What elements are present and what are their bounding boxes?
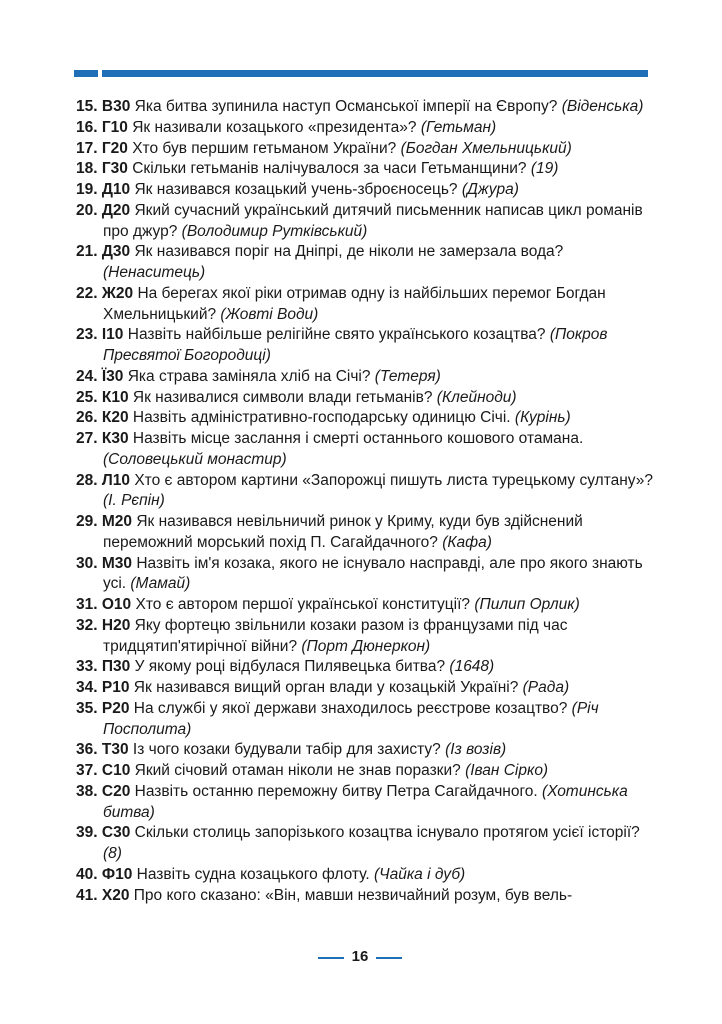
question-code: С10 [101,762,131,779]
header-accent-bar-short [74,70,98,77]
question-text: Як називався невільничий ринок у Криму, куди був здійснений переможний морський похід П. Сагайдачного? [103,513,583,551]
question-answer: (Курінь) [514,409,571,427]
question-number: 34. [76,679,98,696]
question-item [76,139,656,160]
question-number: 29. [76,513,98,530]
question-code: Р10 [101,679,130,696]
question-answer: (Річ Посполита) [103,699,599,738]
question-text: Хто є автором картини «Запорожці пишуть листа турецькому султану»? [134,471,653,489]
question-text: Як називався вищий орган влади у козацькій Україні? [133,679,519,696]
question-answer: (Соловецький монастир) [103,450,287,468]
question-item [76,180,656,201]
question-item [76,325,656,367]
question-answer: (Віденська) [561,98,644,115]
question-answer: (Богдан Хмельницький) [400,139,572,157]
question-answer: (Джура) [461,181,519,198]
question-item [76,699,656,741]
question-item [76,408,656,429]
question-number: 36. [76,741,98,759]
question-code: Г10 [101,118,128,136]
question-code: К20 [101,409,129,427]
question-answer: (1648) [449,658,495,676]
question-list [76,97,656,906]
question-item [76,678,656,699]
question-text: На берегах якої ріки отримав одну із найбільших перемог Богдан Хмельницький? [103,284,606,323]
question-code: Г20 [101,139,128,157]
question-text: Як називалися символи влади гетьманів? [132,388,433,406]
page-number: 16 [351,948,369,965]
question-code: І10 [101,326,124,344]
question-item [76,761,656,782]
question-text: Назвіть найбільше релігійне свято українського козацтва? [127,326,546,344]
question-code: Т30 [101,741,129,759]
question-code: Д10 [101,181,131,198]
question-number: 16. [76,118,98,136]
question-number: 32. [76,616,98,634]
question-code: Д20 [101,201,131,219]
footer-line-left [318,957,344,959]
question-item [76,201,656,243]
question-text: Хто був першим гетьманом України? [132,139,397,157]
question-code: Н20 [101,616,131,634]
question-item [76,388,656,409]
question-answer: (Рада) [522,679,570,696]
question-text: Як називали козацького «президента»? [132,118,417,136]
question-item [76,886,656,907]
question-item [76,782,656,824]
question-text: Яку фортецю звільнили козаки разом із французами під час тридцятип'ятирічної війни? [103,616,568,655]
question-code: М20 [101,513,133,530]
question-answer: (Кафа) [442,533,492,551]
question-code: С30 [101,824,131,842]
question-number: 20. [76,201,98,219]
question-number: 33. [76,658,98,676]
question-answer: (Хотинська битва) [103,782,628,821]
question-code: Ж20 [101,284,134,302]
question-text: Як називався поріг на Дніпрі, де ніколи не замерзала вода? [134,243,564,261]
question-text: Скільки гетьманів налічувалося за часи Гетьманщини? [132,160,527,178]
question-code: С20 [101,782,131,800]
question-number: 25. [76,388,98,406]
question-answer: (Клейноди) [436,388,517,406]
question-number: 24. [76,367,98,385]
header-accent-bar [102,70,648,77]
question-answer: (Із возів) [445,741,507,759]
question-number: 40. [76,865,98,883]
question-answer: (Тетеря) [374,367,441,385]
question-item [76,242,656,284]
question-item [76,616,656,658]
question-answer: (Мамай) [130,575,191,593]
question-number: 19. [76,181,98,198]
question-item [76,471,656,513]
question-number: 35. [76,699,98,717]
question-text: Хто є автором першої української конституції? [135,596,471,613]
question-text: Скільки столиць запорізького козацтва існувало протягом усієї історії? [134,824,640,842]
question-item [76,367,656,388]
question-text: Яка страва заміняла хліб на Січі? [127,367,371,385]
question-number: 15. [76,98,98,115]
question-answer: (Покров Пресвятої Богородиці) [103,326,608,364]
question-item [76,657,656,678]
question-number: 31. [76,596,98,613]
question-text: На службі у якої держави знаходилось реєстрове козацтво? [133,699,568,717]
question-answer: (І. Рєпін) [103,492,165,510]
question-code: Р20 [101,699,130,717]
question-item [76,512,656,554]
question-answer: (Пилип Орлик) [474,596,580,613]
question-text: Про кого сказано: «Він, мавши незвичайний розум, був вель- [133,886,573,904]
question-item [76,284,656,326]
question-answer: (Жовті Води) [220,305,319,323]
question-code: В30 [101,98,131,115]
question-number: 17. [76,139,98,157]
question-number: 22. [76,284,98,302]
question-item [76,97,656,118]
question-item [76,595,656,616]
question-item [76,554,656,596]
question-code: К10 [101,388,129,406]
question-number: 38. [76,782,98,800]
question-answer: (Ненаситець) [103,264,206,281]
question-number: 26. [76,409,98,427]
question-text: Назвіть останню переможну битву Петра Сагайдачного. [134,782,538,800]
question-number: 18. [76,160,98,178]
question-code: К30 [101,430,129,447]
question-item [76,159,656,180]
question-number: 27. [76,430,98,447]
question-item [76,740,656,761]
question-text: Як називався козацький учень-зброєносець? [134,181,458,198]
question-number: 41. [76,886,98,904]
question-code: Д30 [101,243,131,261]
question-item [76,429,656,471]
question-answer: (19) [530,160,559,178]
question-item [76,823,656,865]
question-code: Г30 [101,160,128,178]
question-answer: (Іван Сірко) [465,762,549,779]
question-text: Із чого козаки будували табір для захисту? [132,741,441,759]
question-number: 39. [76,824,98,842]
question-text: Який січовий отаман ніколи не знав поразки? [134,762,461,779]
question-number: 21. [76,243,98,261]
question-text: Яка битва зупинила наступ Османської імперії на Європу? [134,98,558,115]
question-text: Назвіть ім'я козака, якого не існувало насправді, але про якого знають усі. [103,554,643,593]
question-answer: (Гетьман) [420,118,497,136]
question-code: М30 [101,554,133,572]
footer-line-right [376,957,402,959]
question-code: Ї30 [101,367,124,385]
question-code: Ф10 [101,865,133,883]
question-answer: (8) [103,845,122,862]
question-code: П30 [101,658,131,676]
question-text: Назвіть адміністративно-господарську одиницю Січі. [132,409,511,427]
question-code: О10 [101,596,132,613]
question-text: Назвіть судна козацького флоту. [136,865,370,883]
question-code: Х20 [101,886,130,904]
question-number: 23. [76,326,98,344]
question-text: Який сучасний український дитячий письменник написав цикл романів про джур? [103,201,643,240]
question-number: 37. [76,762,98,779]
question-text: Назвіть місце заслання і смерті останнього кошового отамана. [132,430,584,447]
page-footer [0,946,722,970]
question-code: Л10 [101,471,130,489]
question-answer: (Володимир Рутківський) [181,222,368,240]
question-number: 30. [76,554,98,572]
question-answer: (Порт Дюнеркон) [301,637,431,655]
question-text: У якому році відбулася Пилявецька битва? [134,658,446,676]
question-item [76,118,656,139]
question-number: 28. [76,471,98,489]
question-item [76,865,656,886]
question-answer: (Чайка і дуб) [374,865,466,883]
